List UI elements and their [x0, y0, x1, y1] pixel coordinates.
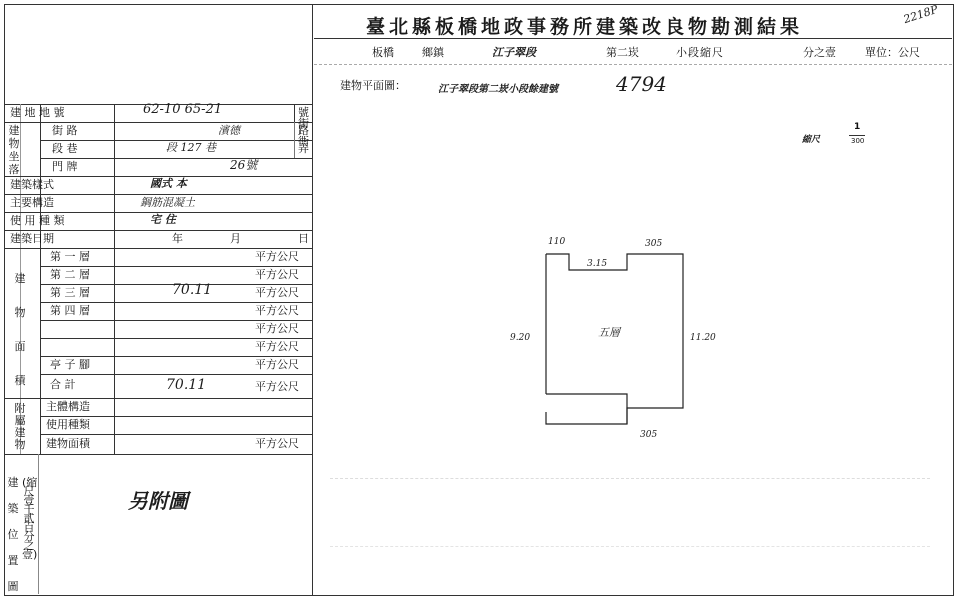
scale-value: 1: [854, 122, 861, 132]
floor-4-label: 第 四 層: [50, 304, 90, 317]
date-day: 日: [298, 232, 309, 245]
dim-right: 11.20: [690, 333, 716, 343]
floor-3-value: 70.11: [172, 282, 213, 298]
position-text: 另附圖: [128, 489, 188, 513]
structure-label: 主要構造: [10, 196, 54, 209]
floor-5-unit: 平方公尺: [255, 322, 299, 335]
lane-side: 衖弄: [298, 135, 309, 155]
building-number: 4794: [616, 72, 667, 96]
land-label: 建 地 地 號: [10, 106, 65, 119]
land-suffix: 號: [298, 106, 309, 119]
dim-top-left: 110: [548, 237, 566, 247]
plan-lower-wall: [546, 394, 627, 424]
total-unit: 平方公尺: [255, 380, 299, 393]
position-group-label: 建築位置圖: [7, 476, 19, 593]
floor-3-unit: 平方公尺: [255, 286, 299, 299]
document-title: 臺北縣板橋地政事務所建築改良物勘測結果: [366, 16, 804, 38]
loc-town-label: 鄉鎮: [422, 46, 444, 59]
use-value: 宅 住: [150, 213, 176, 226]
annex-area-label: 建物面積: [46, 437, 90, 450]
street-label: 街 路: [52, 124, 78, 137]
corner-note: 2218P: [901, 2, 940, 27]
structure-value: 鋼筋混凝土: [140, 196, 195, 209]
door-value: 26號: [230, 158, 258, 172]
floor-2-unit: 平方公尺: [255, 268, 299, 281]
total-value: 70.11: [166, 377, 207, 393]
street-side: 街路: [298, 117, 309, 137]
dim-left: 9.20: [510, 333, 531, 343]
street-value: 濱德: [218, 124, 240, 137]
loc-town: 板橋: [372, 46, 394, 59]
dim-notch-bottom: 3.15: [587, 259, 608, 269]
scale-denominator: 300: [851, 137, 865, 145]
date-label: 建築日期: [10, 232, 54, 245]
floor-4-unit: 平方公尺: [255, 304, 299, 317]
floor-1-label: 第 一 層: [50, 250, 90, 263]
position-note: (縮尺壹千貳百分之壹): [22, 476, 38, 561]
lane-value: 段 127 巷: [166, 141, 216, 154]
annex-structure-label: 主體構造: [46, 400, 90, 413]
location-group-label: 建物坐落: [8, 124, 20, 176]
plan-location: 江子翠段第二崁小段餘建號: [438, 84, 558, 95]
unit-label: 單位：公尺: [865, 46, 920, 59]
loc-subsection: 第二崁: [606, 46, 639, 59]
floor-2-label: 第 二 層: [50, 268, 90, 281]
land-value: 62-10 65-21: [143, 102, 223, 117]
floor-label: 五層: [598, 326, 620, 339]
lane-label: 段 巷: [52, 142, 78, 155]
arcade-unit: 平方公尺: [255, 358, 299, 371]
arcade-label: 亭 子 腳: [50, 358, 90, 371]
annex-group-label: 附屬建物: [14, 402, 26, 451]
loc-subsection-label: 小段縮尺: [676, 46, 724, 59]
area-group-label: 建物面積: [14, 272, 26, 387]
dim-top-right: 305: [645, 239, 663, 249]
fraction-label: 分之壹: [803, 46, 836, 59]
style-label: 建築樣式: [10, 178, 54, 191]
floor-1-unit: 平方公尺: [255, 250, 299, 263]
annex-area-unit: 平方公尺: [255, 437, 299, 450]
annex-use-label: 使用種類: [46, 418, 90, 431]
scale-label: 縮尺: [802, 135, 821, 145]
date-month: 月: [230, 232, 241, 245]
door-label: 門 牌: [52, 160, 78, 173]
floor-3-label: 第 三 層: [50, 286, 90, 299]
floor-6-unit: 平方公尺: [255, 340, 299, 353]
dim-bottom: 305: [640, 430, 658, 440]
total-label: 合 計: [50, 378, 76, 391]
use-label: 使 用 種 類: [10, 214, 65, 227]
plan-label: 建物平面圖：: [340, 79, 406, 92]
style-value: 國式 本: [150, 177, 187, 190]
loc-section: 江子翠段: [492, 46, 536, 59]
date-year: 年: [172, 232, 183, 245]
